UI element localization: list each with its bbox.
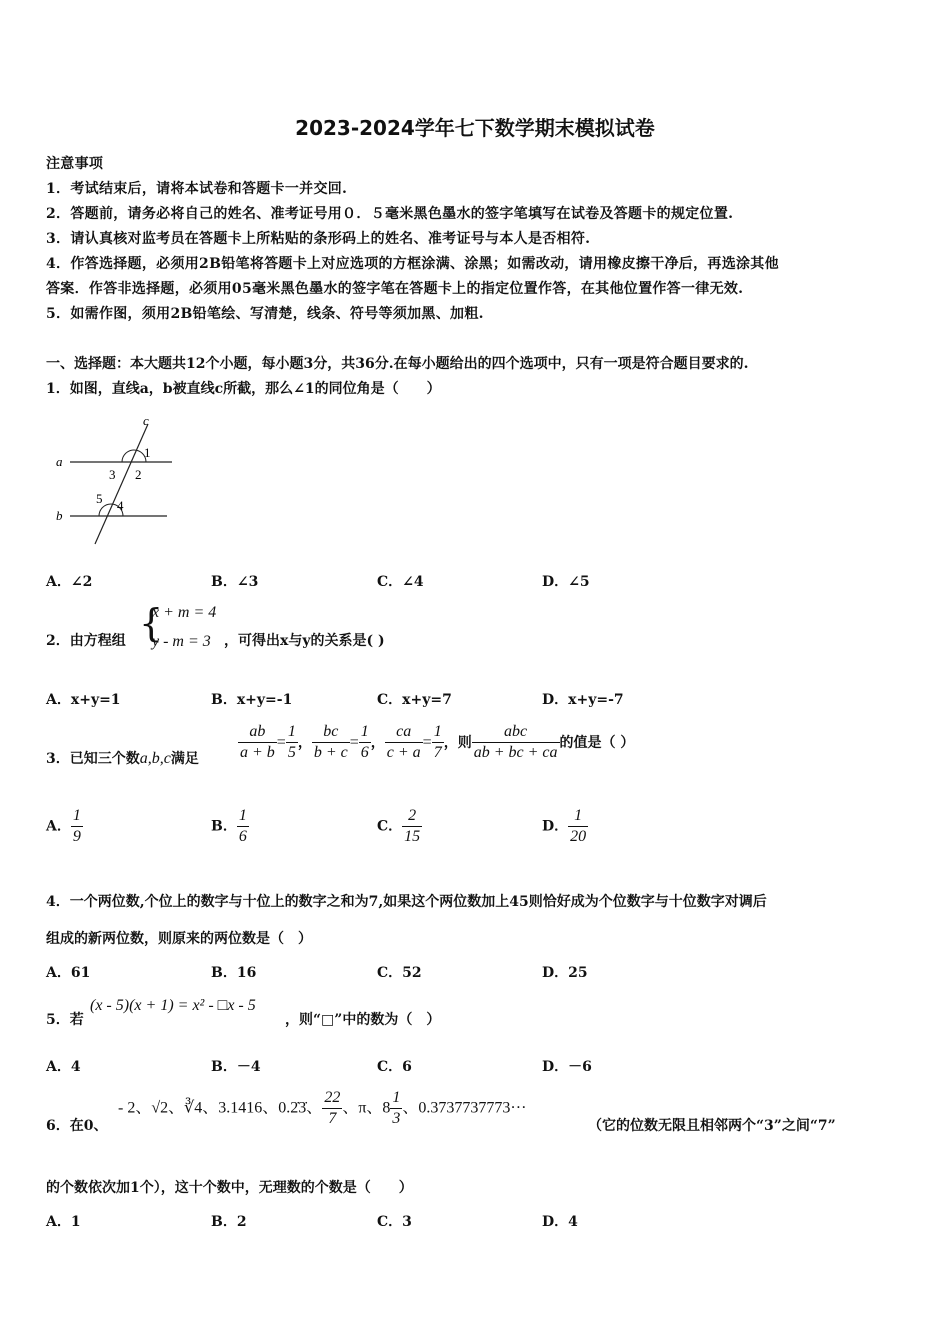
question-5-suffix: ，则“□”中的数为（ ） <box>285 1012 441 1028</box>
angle-label: 2 <box>135 467 142 482</box>
option-a: A．4 <box>46 1059 81 1075</box>
note-item: 2．答题前，请务必将自己的姓名、准考证号用０．５毫米黑色墨水的签字笔填写在试卷及答题卡的规定位置. <box>46 206 734 222</box>
option-b: B． $\frac{1}{6}$ <box>211 807 247 845</box>
option-d: D． $\frac{1}{20}$ <box>542 807 587 845</box>
question-1: 1．如图，直线a，b被直线c所截，那么∠1的同位角是（ ） <box>46 381 441 397</box>
note-item: 4．作答选择题，必须用2B铅笔将答题卡上对应选项的方框涂满、涂黑；如需改动，请用橡皮擦干净后，再选涂其他 <box>46 256 779 272</box>
label-c: c <box>143 413 149 428</box>
label-b: b <box>56 508 63 523</box>
section-heading: 一、选择题：本大题共12个小题，每小题3分，共36分.在每小题给出的四个选项中，只有一项是符合题目要求的. <box>46 356 749 372</box>
q3-mid: 满足 <box>170 751 199 767</box>
q3-vars: a,b,c <box>139 750 171 767</box>
angle-label: 5 <box>96 491 103 506</box>
option-c: C．52 <box>377 965 422 981</box>
option-d: D．∠5 <box>542 574 590 590</box>
question-4-line1: 4．一个两位数,个位上的数字与十位上的数字之和为7,如果这个两位数加上45则恰好成为个位数字与十位数字对调后 <box>46 894 767 910</box>
note-item: 1．考试结束后，请将本试卷和答题卡一并交回. <box>46 181 348 197</box>
option-b: B．∠3 <box>211 574 259 590</box>
equation-2: y - m = 3 <box>152 633 211 650</box>
option-c: C．x+y=7 <box>377 692 452 708</box>
option-d: D．25 <box>542 965 588 981</box>
q3-equations: $\frac{ab}{a + b}$ = $\frac{1}{5}$ ， $\frac{bc}{b + c}$ = $\frac{1}{6}$ ， $\frac{ca}{c + a}$ = $\frac{1}{7}$ ，则 $\frac{\text{abc}}{ab + bc + ca}$ 的值是（ ） <box>240 723 635 761</box>
option-a: A．61 <box>46 965 91 981</box>
brace: { <box>139 601 164 645</box>
parallel-lines-figure <box>52 412 177 547</box>
option-c: C．6 <box>377 1059 412 1075</box>
line-c <box>95 424 148 544</box>
note-item: 5．如需作图，须用2B铅笔绘、写清楚，线条、符号等须加黑、加粗. <box>46 306 484 322</box>
question-5-prefix: 5．若 <box>46 1012 84 1028</box>
question-6-prefix: 6．在0、 <box>46 1118 108 1134</box>
option-b: B．x+y=-1 <box>211 692 293 708</box>
option-c: C． $\frac{2}{15}$ <box>377 807 421 845</box>
option-a: A．∠2 <box>46 574 93 590</box>
angle-label: 3 <box>109 467 116 482</box>
q3-prefix: 3．已知三个数 <box>46 751 140 767</box>
option-b: B．16 <box>211 965 257 981</box>
label-a: a <box>56 454 63 469</box>
question-4-line2: 组成的新两位数，则原来的两位数是（ ） <box>46 931 312 947</box>
option-a: A． $\frac{1}{9}$ <box>46 807 81 845</box>
option-c: C．3 <box>377 1214 412 1230</box>
angle-label: 4 <box>117 498 124 513</box>
question-2-prefix: 2．由方程组 <box>46 633 126 649</box>
note-item: 答案．作答非选择题，必须用05毫米黑色墨水的签字笔在答题卡上的指定位置作答，在其他位置作答一律无效. <box>46 281 744 297</box>
notes-heading: 注意事项 <box>46 156 104 172</box>
question-6-number-list: - 2、√2、∛4、3.1416、0.2̇3̇、 $\frac{22}{7}$ 、π、8 $\frac{1}{3}$ 、0.3737737773··· <box>118 1089 527 1127</box>
option-d: D．－6 <box>542 1059 592 1075</box>
option-a: A．1 <box>46 1214 81 1230</box>
question-6-line2: 的个数依次加1个），这十个数中，无理数的个数是（ ） <box>46 1180 413 1196</box>
question-6-suffix: （它的位数无限且相邻两个“3”之间“7” <box>588 1118 836 1134</box>
note-item: 3．请认真核对监考员在答题卡上所粘贴的条形码上的姓名、准考证号与本人是否相符. <box>46 231 591 247</box>
question-2-suffix: ，可得出x与y的关系是( ) <box>224 633 385 649</box>
option-b: B．－4 <box>211 1059 261 1075</box>
option-c: C．∠4 <box>377 574 424 590</box>
page-title: 2023-2024学年七下数学期末模拟试卷 <box>295 116 655 140</box>
equation-1: x + m = 4 <box>152 604 217 621</box>
angle-label: 1 <box>144 445 151 460</box>
option-b: B．2 <box>211 1214 247 1230</box>
question-3 <box>46 748 199 768</box>
option-a: A．x+y=1 <box>46 692 121 708</box>
option-d: D．x+y=-7 <box>542 692 624 708</box>
option-d: D．4 <box>542 1214 578 1230</box>
question-5-expression: (x - 5)(x + 1) = x² - □x - 5 <box>90 997 256 1014</box>
